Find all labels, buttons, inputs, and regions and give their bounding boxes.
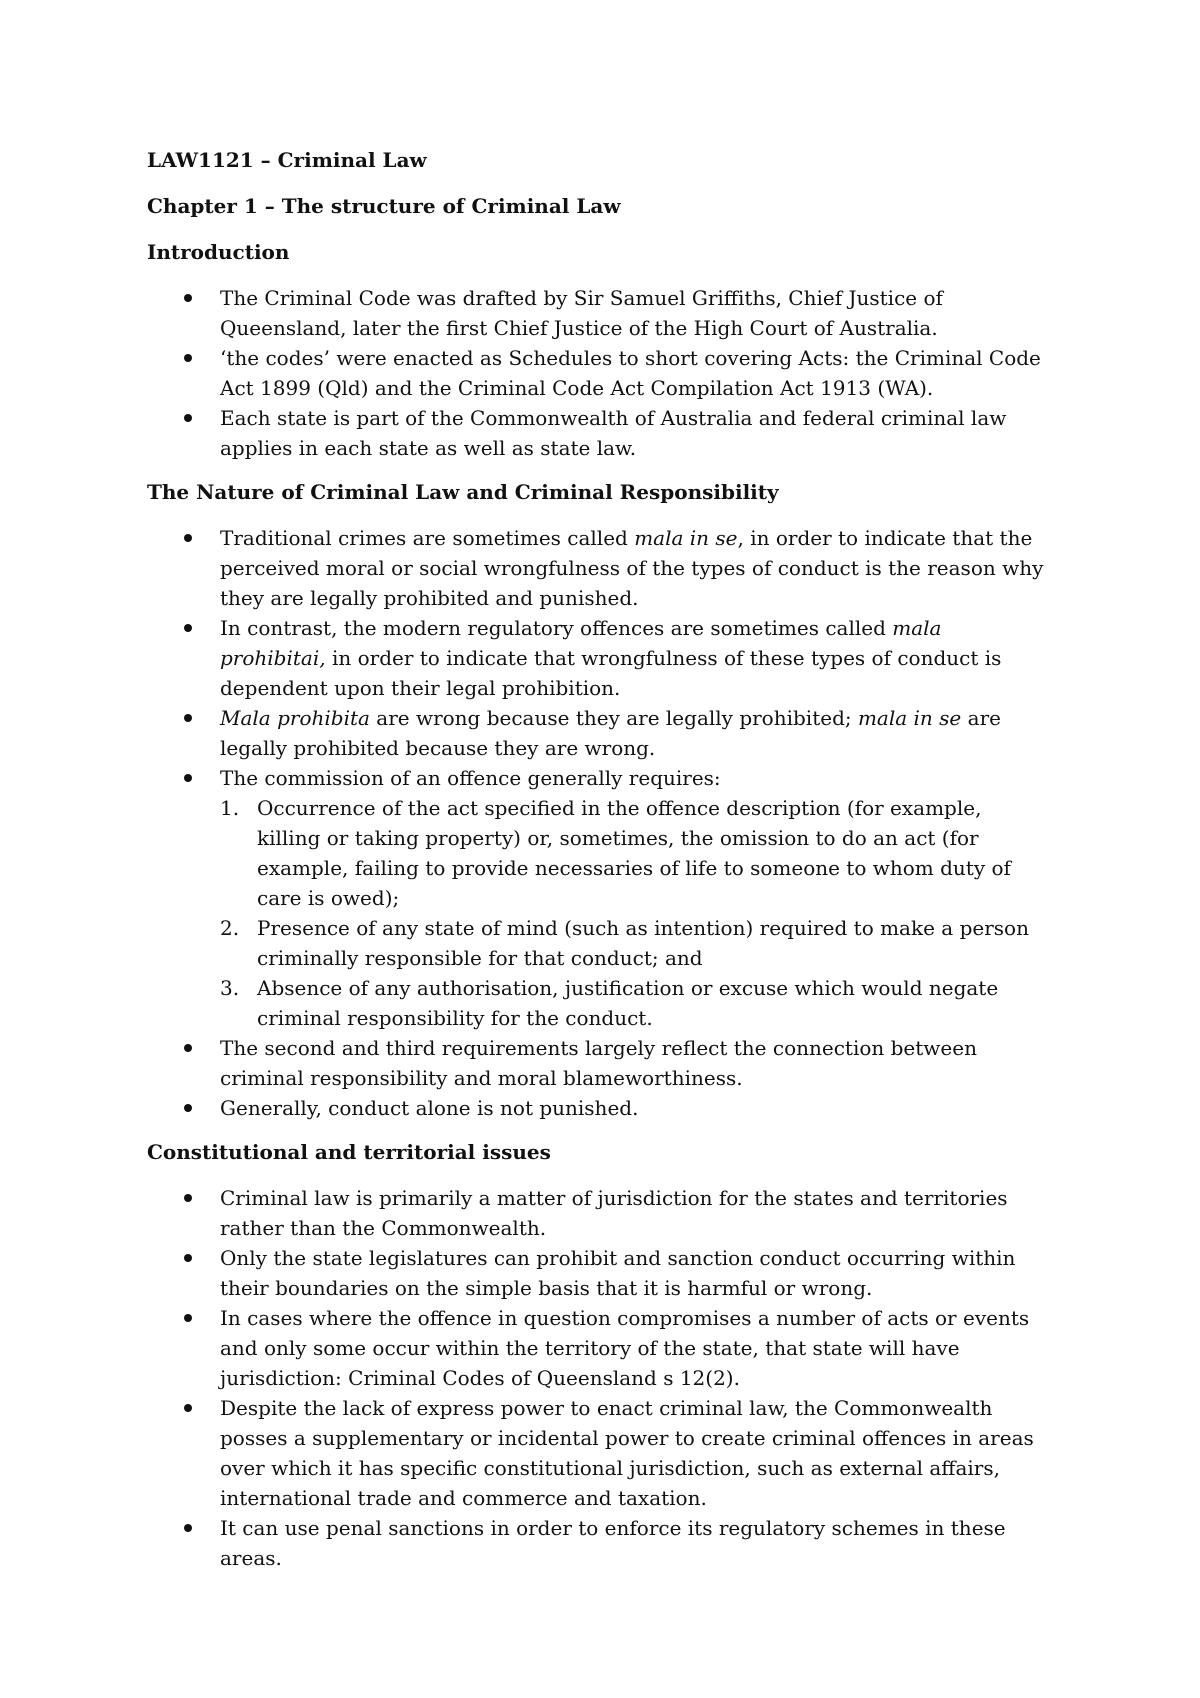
list-item: ‘the codes’ were enacted as Schedules to short covering Acts: the Criminal Code Act 1899 (Qld) and the Criminal Code Act Compilation Act 1913 (WA). [147,343,1050,403]
text-run: are legally prohibited because they are wrong. [220,706,1001,760]
introduction-list [147,283,1050,463]
chapter-heading: Chapter 1 – The structure of Criminal Law [147,194,621,218]
list-item: The Criminal Code was drafted by Sir Samuel Griffiths, Chief Justice of Queensland, later the first Chief Justice of the High Court of Australia. [147,283,1050,343]
italic-term: mala in se [857,706,962,730]
introduction-heading: Introduction [147,240,290,264]
list-item: Criminal law is primarily a matter of jurisdiction for the states and territories rather than the Commonwealth. [147,1183,1050,1243]
item-text: Presence of any state of mind (such as intention) required to make a person criminally responsible for that conduct; and [257,916,1029,970]
item-number: 3. [220,976,240,1000]
item-text: Occurrence of the act specified in the offence description (for example, killing or taking property) or, sometimes, the omission to do an act (for example, failing to provide necessaries of life to someone to whom duty of care is owed); [257,796,1011,910]
text-run: , in order to indicate that the perceived moral or social wrongfulness of the types of conduct is the reason why they are legally prohibited and punished. [220,526,1044,610]
nature-list [147,523,1050,1123]
italic-term: mala in se [634,526,738,550]
list-item: Generally, conduct alone is not punished. [147,1093,1050,1123]
document-title: LAW1121 – Criminal Law [147,148,427,172]
requirements-list [220,793,1050,1033]
list-item [147,703,1050,763]
item-text: Absence of any authorisation, justification or excuse which would negate criminal responsibility for the conduct. [257,976,999,1030]
list-item: The second and third requirements largely reflect the connection between criminal responsibility and moral blameworthiness. [147,1033,1050,1093]
italic-term: Mala prohibita [220,706,370,730]
list-item: Each state is part of the Commonwealth of Australia and federal criminal law applies in each state as well as state law. [147,403,1050,463]
text-run: in order to indicate that wrongfulness of these types of conduct is dependent upon their legal prohibition. [220,646,1002,700]
text-run: Traditional crimes are sometimes called [220,526,635,550]
italic-term: mala prohibitai, [220,616,942,670]
numbered-item [220,793,1050,913]
list-item [147,613,1050,703]
item-number: 2. [220,916,240,940]
nature-heading: The Nature of Criminal Law and Criminal Responsibility [147,480,779,504]
text-run: are wrong because they are legally prohibited; [369,706,858,730]
numbered-item [220,913,1050,973]
list-item [147,763,1050,1033]
list-item: Only the state legislatures can prohibit and sanction conduct occurring within their boundaries on the simple basis that it is harmful or wrong. [147,1243,1050,1303]
list-item: It can use penal sanctions in order to enforce its regulatory schemes in these areas. [147,1513,1050,1573]
list-item: Despite the lack of express power to enact criminal law, the Commonwealth posses a supplementary or incidental power to create criminal offences in areas over which it has specific constitutional jurisdiction, such as external affairs, international trade and commerce and taxation. [147,1393,1050,1513]
list-item: In cases where the offence in question compromises a number of acts or events and only some occur within the territory of the state, that state will have jurisdiction: Criminal Codes of Queensland s 12(2). [147,1303,1050,1393]
text-run: The commission of an offence generally requires: [220,766,721,790]
item-number: 1. [220,796,240,820]
text-run: In contrast, the modern regulatory offences are sometimes called [220,616,893,640]
numbered-item [220,973,1050,1033]
list-item [147,523,1050,613]
constitutional-heading: Constitutional and territorial issues [147,1140,551,1164]
constitutional-list [147,1183,1050,1573]
